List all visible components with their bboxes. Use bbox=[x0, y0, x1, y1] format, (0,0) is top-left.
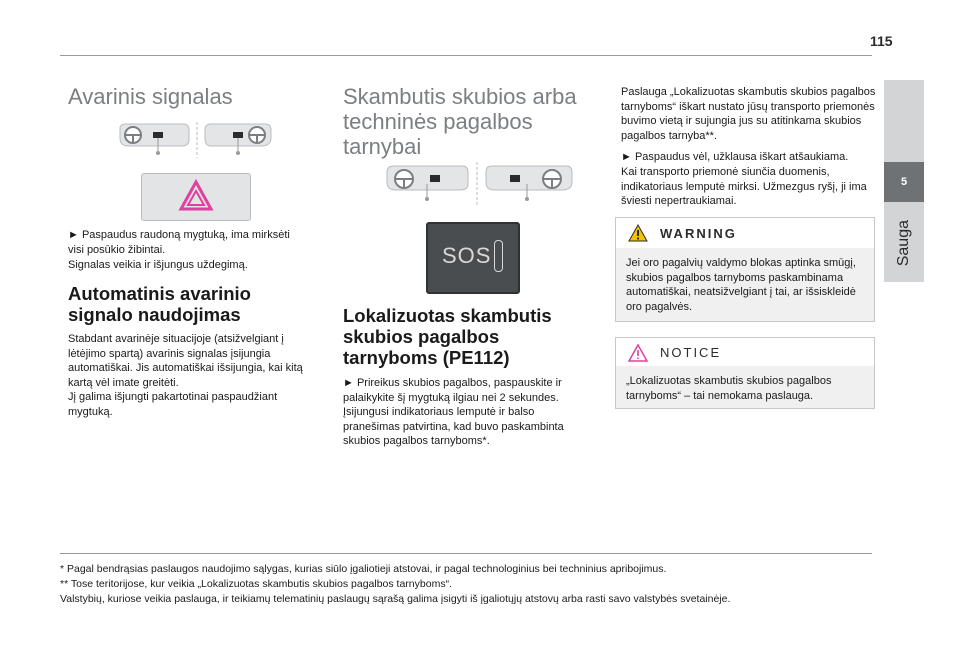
notice-triangle-icon bbox=[628, 344, 648, 362]
roof-console-illustration bbox=[382, 160, 577, 210]
footer-divider bbox=[60, 553, 872, 554]
auto-hazard-title: Automatinis avarinio signalo naudojimas bbox=[68, 283, 251, 325]
hazard-ignition-text: Signalas veikia ir išjungus uždegimą. bbox=[68, 259, 248, 271]
local-call-title: Lokalizuotas skambutis skubios pagalbos tarnyboms (PE112) bbox=[343, 305, 552, 368]
sos-indicator-icon bbox=[494, 240, 503, 272]
notice-header bbox=[616, 338, 874, 366]
sos-button-label: SOS bbox=[442, 243, 492, 268]
side-tab-band-top bbox=[884, 80, 924, 162]
service-intro-text: Paslauga „Lokalizuotas skambutis skubios pagalbos tarnyboms“ iškart nustato jūsų transporto priemonės buvimo vietą ir sujungia jus su atitinkama skubios pagalbos tarnyba**. bbox=[621, 86, 876, 142]
warning-text: Jei oro pagalvių valdymo blokas aptinka smūgį, skubios pagalbos tarnyboms paskambinama automatiškai, neatsižvelgiant į tai, ar išsiskleidė oro pagalvės. bbox=[626, 257, 856, 313]
service-cancel-text: ► Paspaudus vėl, užklausa iškart atšaukiama. bbox=[621, 151, 849, 163]
footnote-1: * Pagal bendrąsias paslaugos naudojimo sąlygas, kurias siūlo įgaliotieji atstovai, ir pagal technologinius bei techninius apribojimus. bbox=[60, 563, 667, 575]
auto-hazard-text: Stabdant avarinėje situacijoje (atsižvelgiant į lėtėjimo spartą) avarinis signalas įsijungia automatiškai. Jis automatiškai išsijungia, kai kitą kartą vėl imate greitėti. bbox=[68, 333, 303, 389]
notice-label: NOTICE bbox=[660, 345, 722, 360]
page-number: 115 bbox=[870, 33, 893, 49]
notice-text: „Lokalizuotas skambutis skubios pagalbos tarnyboms“ – tai nemokama paslauga. bbox=[626, 375, 832, 402]
service-indicator-text: Kai transporto priemonė siunčia duomenis, indikatoriaus lemputė mirksi. Užmezgus ryšį, ji ima šviesti nepertraukiamai. bbox=[621, 166, 867, 207]
warning-label: WARNING bbox=[660, 226, 737, 241]
chapter-number-tab[interactable]: 5 bbox=[884, 162, 924, 202]
hazard-button-text: ► Paspaudus raudoną mygtuką, ima mirksėti visi posūkio žibintai. bbox=[68, 229, 290, 256]
emergency-call-title: Skambutis skubios arba techninės pagalbos tarnybai bbox=[343, 84, 577, 159]
warning-box bbox=[615, 217, 875, 322]
footnote-3: Valstybių, kuriose veikia paslauga, ir teikiamų telematinių paslaugų sąrašą galima įsigyti iš įgaliotųjų atstovų arba rasti savo valstybės svetainėje. bbox=[60, 593, 731, 605]
notice-box bbox=[615, 337, 875, 409]
auto-hazard-off-text: Jį galima išjungti pakartotinai paspaudžiant mygtuką. bbox=[68, 391, 278, 418]
hazard-button-panel bbox=[141, 173, 251, 221]
chapter-title-tab[interactable] bbox=[880, 213, 928, 273]
warning-header bbox=[616, 218, 874, 248]
sos-button[interactable] bbox=[426, 222, 520, 294]
local-call-text: ► Prireikus skubios pagalbos, paspauskite ir palaikykite šį mygtuką ilgiau nei 2 sekundes. Įsijungusi indikatoriaus lemputė ir balso pranešimas patvirtina, kad buvo paskambinta skubios pagalbos tarnyboms*. bbox=[343, 377, 564, 447]
warning-triangle-icon bbox=[628, 224, 648, 242]
hazard-title: Avarinis signalas bbox=[68, 84, 233, 109]
chapter-title: Sauga bbox=[895, 219, 912, 267]
footnote-2: ** Tose teritorijose, kur veikia „Lokalizuotas skambutis skubios pagalbos tarnyboms“. bbox=[60, 578, 452, 590]
dashboard-illustration bbox=[115, 118, 275, 163]
header-divider bbox=[60, 55, 872, 56]
hazard-triangle-icon[interactable] bbox=[178, 178, 214, 214]
